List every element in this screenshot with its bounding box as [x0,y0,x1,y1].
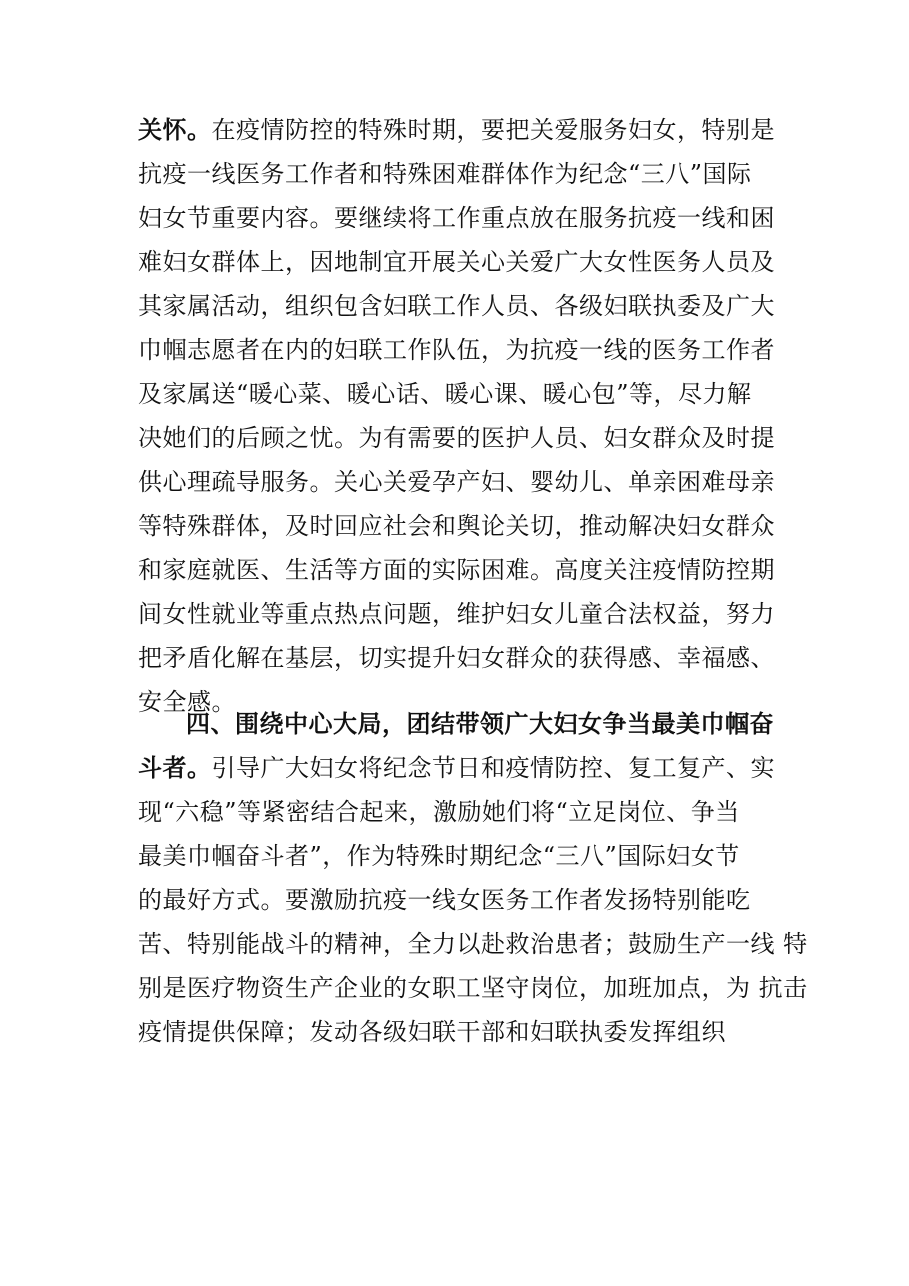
text-line: 决她们的后顾之忧。为有需要的医护人员、妇女群众及时提 [138,424,775,452]
text-line: 难妇女群体上，因地制宜开展关心关爱广大女性医务人员及 [138,248,775,276]
text-line: 疫情提供保障；发动各级妇联干部和妇联执委发挥组织 [138,1018,726,1046]
text-line: 把矛盾化解在基层，切实提升妇女群众的获得感、幸福感、 [138,644,775,672]
text-line: 间女性就业等重点热点问题，维护妇女儿童合法权益，努力 [138,600,775,628]
text-line: 安全感。 [138,688,236,716]
text-line: 妇女节重要内容。要继续将工作重点放在服务抗疫一线和困 [138,204,775,232]
paragraph-care-section [138,108,778,724]
text-line: 等特殊群体，及时回应社会和舆论关切，推动解决妇女群众 [138,512,775,540]
section-heading-end: 斗者。 [138,753,212,782]
text-line: 别是医疗物资生产企业的女职工坚守岗位，加班加点，为 抗击 [138,974,808,1002]
text-line: 及家属送“暖心菜、暖心话、暖心课、暖心包”等，尽力解 [138,380,752,408]
text-line-content: 引导广大妇女将纪念节日和疫情防控、复工复产、实 [211,754,775,782]
bold-lead-text: 关怀。 [138,115,212,144]
text-line: 现“六稳”等紧密结合起来，激励她们将“立足岗位、争当 [138,798,740,826]
paragraph-section-four [138,702,808,1054]
text-line-content: 在疫情防控的特殊时期，要把关爱服务妇女，特别是 [211,116,775,144]
text-line [138,746,778,790]
text-line: 抗疫一线医务工作者和特殊困难群体作为纪念“三八”国际 [138,160,752,188]
text-line: 和家庭就医、生活等方面的实际困难。高度关注疫情防控期 [138,556,775,584]
text-line: 苦、特别能战斗的精神，全力以赴救治患者；鼓励生产一线 特 [138,930,808,958]
text-line: 其家属活动，组织包含妇联工作人员、各级妇联执委及广大 [138,292,775,320]
section-heading: 四、围绕中心大局，团结带领广大妇女争当最美巾帼奋 [186,709,774,738]
text-line: 的最好方式。要激励抗疫一线女医务工作者发扬特别能吃 [138,886,751,914]
text-line: 巾帼志愿者在内的妇联工作队伍，为抗疫一线的医务工作者 [138,336,775,364]
text-line [138,108,778,152]
text-line: 供心理疏导服务。关心关爱孕产妇、婴幼儿、单亲困难母亲 [138,468,775,496]
text-line: 最美巾帼奋斗者”，作为特殊时期纪念“三八”国际妇女节 [138,842,740,870]
